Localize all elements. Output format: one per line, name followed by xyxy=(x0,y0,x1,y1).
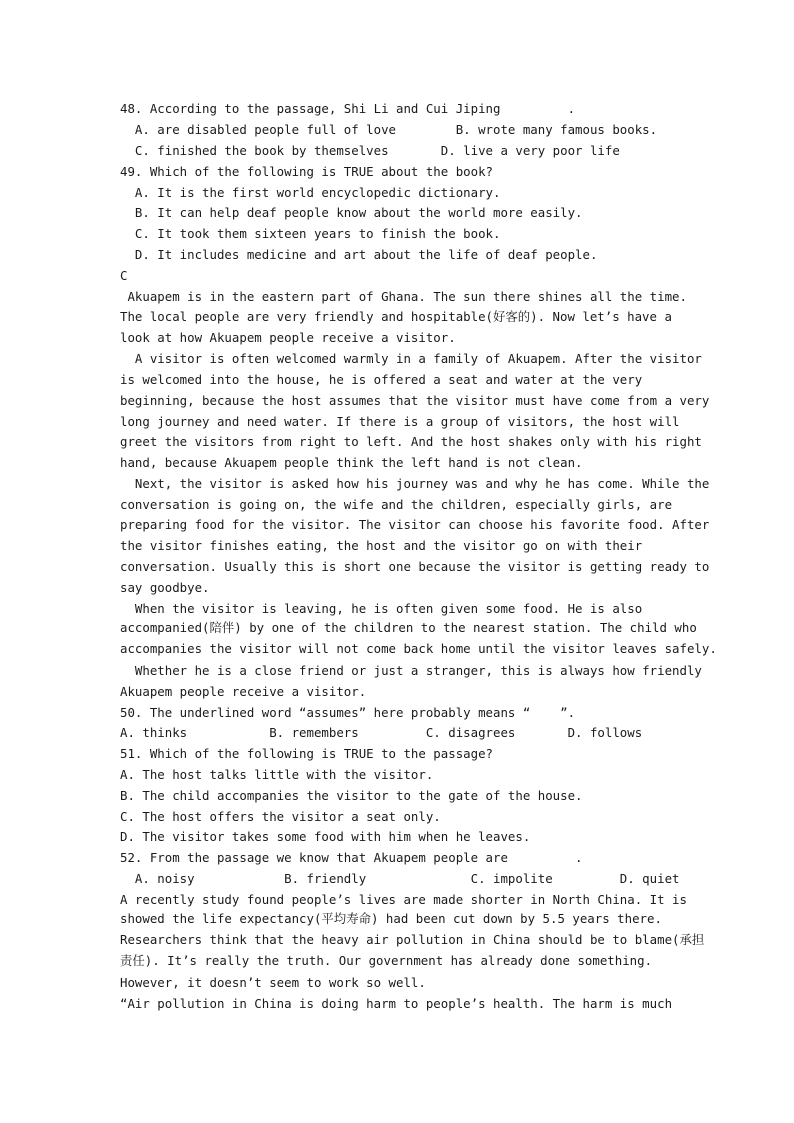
passage-line: preparing food for the visitor. The visitor can choose his favorite food. After xyxy=(120,517,710,532)
passage-line: long journey and need water. If there is a group of visitors, the host will xyxy=(120,414,680,429)
q51-option-c: C. The host offers the visitor a seat only. xyxy=(120,809,441,824)
passage-line: Akuapem people receive a visitor. xyxy=(120,684,367,699)
q51-stem: 51. Which of the following is TRUE to the passage? xyxy=(120,746,493,761)
section-label: C xyxy=(120,268,128,283)
q49-stem: 49. Which of the following is TRUE about the book? xyxy=(120,164,493,179)
passage-line: hand, because Akuapem people think the left hand is not clean. xyxy=(120,455,583,470)
next-passage-line: A recently study found people’s lives are made shorter in North China. It is xyxy=(120,892,687,907)
passage-line: beginning, because the host assumes that the visitor must have come from a very xyxy=(120,393,710,408)
passage-line: The local people are very friendly and hospitable(好客的). Now let’s have a xyxy=(120,309,672,324)
passage-line: conversation is going on, the wife and the children, especially girls, are xyxy=(120,497,673,512)
next-passage-line: However, it doesn’t seem to work so well. xyxy=(120,975,426,990)
q51-option-a: A. The host talks little with the visitor. xyxy=(120,767,434,782)
next-passage-line: Researchers think that the heavy air pollution in China should be to blame(承担 xyxy=(120,932,705,947)
q50-options: A. thinks B. remembers C. disagrees D. follows xyxy=(120,725,643,740)
passage-line: accompanies the visitor will not come back home until the visitor leaves safely. xyxy=(120,641,717,656)
passage-line: When the visitor is leaving, he is often given some food. He is also xyxy=(120,601,643,616)
passage-line: conversation. Usually this is short one because the visitor is getting ready to xyxy=(120,559,710,574)
passage-line: greet the visitors from right to left. And the host shakes only with his right xyxy=(120,434,702,449)
passage-line: accompanied(陪伴) by one of the children to the nearest station. The child who xyxy=(120,620,697,635)
q52-options: A. noisy B. friendly C. impolite D. quiet xyxy=(120,871,680,886)
q51-option-b: B. The child accompanies the visitor to the gate of the house. xyxy=(120,788,583,803)
next-passage-line: showed the life expectancy(平均寿命) had been cut down by 5.5 years there. xyxy=(120,911,662,926)
q49-option-d: D. It includes medicine and art about the life of deaf people. xyxy=(120,247,598,262)
q48-options-cd: C. finished the book by themselves D. live a very poor life xyxy=(120,143,620,158)
next-passage-line: “Air pollution in China is doing harm to people’s health. The harm is much xyxy=(120,996,673,1011)
q50-stem: 50. The underlined word “assumes” here probably means “ ”. xyxy=(120,705,576,720)
passage-line: Whether he is a close friend or just a stranger, this is always how friendly xyxy=(120,663,702,678)
q51-option-d: D. The visitor takes some food with him when he leaves. xyxy=(120,829,531,844)
q49-option-c: C. It took them sixteen years to finish the book. xyxy=(120,226,501,241)
q49-option-b: B. It can help deaf people know about the world more easily. xyxy=(120,205,583,220)
q48-options-ab: A. are disabled people full of love B. wrote many famous books. xyxy=(120,122,658,137)
q49-option-a: A. It is the first world encyclopedic dictionary. xyxy=(120,185,501,200)
passage-line: say goodbye. xyxy=(120,580,210,595)
passage-line: look at how Akuapem people receive a visitor. xyxy=(120,330,456,345)
q48-stem: 48. According to the passage, Shi Li and Cui Jiping . xyxy=(120,101,576,116)
next-passage-line: 责任). It’s really the truth. Our government has already done something. xyxy=(120,953,653,968)
passage-line: is welcomed into the house, he is offered a seat and water at the very xyxy=(120,372,643,387)
passage-line: Akuapem is in the eastern part of Ghana. The sun there shines all the time. xyxy=(120,289,687,304)
passage-line: the visitor finishes eating, the host and the visitor go on with their xyxy=(120,538,643,553)
passage-line: Next, the visitor is asked how his journey was and why he has come. While the xyxy=(120,476,710,491)
passage-line: A visitor is often welcomed warmly in a family of Akuapem. After the visitor xyxy=(120,351,702,366)
q52-stem: 52. From the passage we know that Akuapem people are . xyxy=(120,850,583,865)
